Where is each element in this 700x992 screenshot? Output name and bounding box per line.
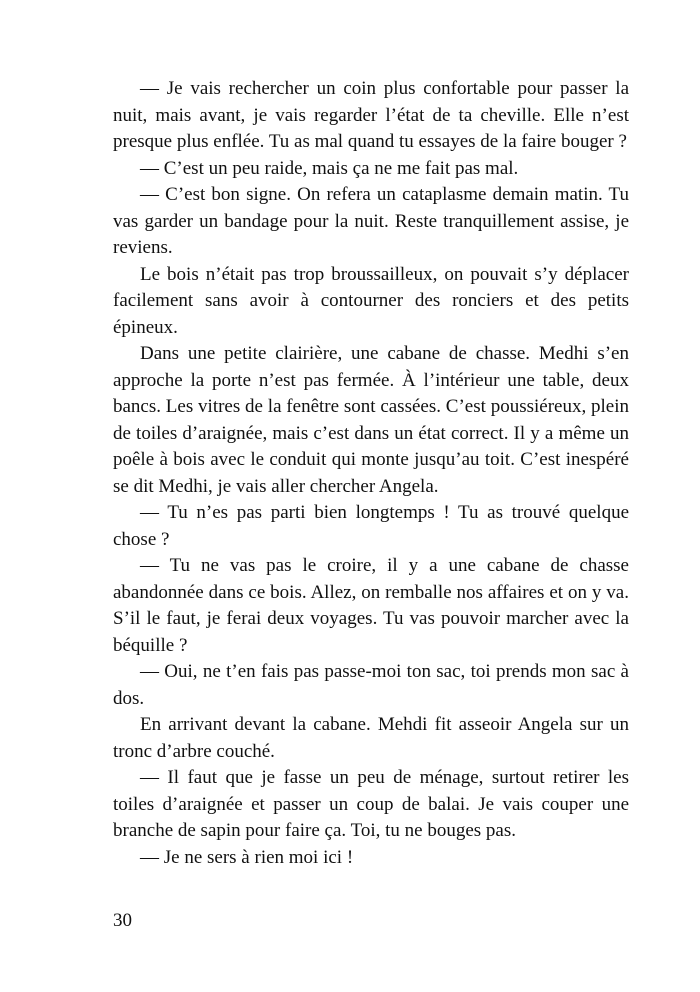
paragraph: — Il faut que je fasse un peu de ménage, surtout retirer les toiles d’araignée et passer un coup de balai. Je vais couper une branche de sapin pour faire ça. Toi, tu ne bouges pas. (113, 767, 629, 841)
page-body (113, 76, 629, 871)
paragraph: En arrivant devant la cabane. Mehdi fit asseoir Angela sur un tronc d’arbre couché. (113, 714, 629, 762)
paragraph: — Je ne sers à rien moi ici ! (140, 846, 354, 868)
paragraph: — Je vais rechercher un coin plus confortable pour passer la nuit, mais avant, je vais regarder l’état de ta cheville. Elle n’est presque plus enflée. Tu as mal quand tu essayes de la faire bouger ? (113, 78, 629, 152)
paragraph: — C’est un peu raide, mais ça ne me fait pas mal. (140, 157, 519, 179)
paragraph: — Oui, ne t’en fais pas passe-moi ton sac, toi prends mon sac à dos. (113, 661, 629, 709)
paragraph: — C’est bon signe. On refera un cataplasme demain matin. Tu vas garder un bandage pour la nuit. Reste tranquillement assise, je reviens. (113, 184, 629, 258)
page-number: 30 (113, 910, 132, 931)
paragraph: Le bois n’était pas trop broussailleux, on pouvait s’y déplacer facilement sans avoir à contourner des ronciers et des petits épineux. (113, 263, 629, 338)
paragraph: — Tu ne vas pas le croire, il y a une cabane de chasse abandonnée dans ce bois. Allez, on remballe nos affaires et on y va. S’il le faut, je ferai deux voyages. Tu vas pouvoir marcher avec la béquille ? (113, 555, 629, 656)
paragraph: Dans une petite clairière, une cabane de chasse. Medhi s’en approche la porte n’est pas fermée. À l’intérieur une table, deux bancs. Les vitres de la fenêtre sont cassées. C’est poussiéreux, plein de toiles d’araignée, mais c’est dans un état correct. Il y a même un poêle à bois avec le conduit qui monte jusqu’au toit. C’est inespéré se dit Medhi, je vais aller chercher Angela. (113, 343, 629, 497)
paragraph: — Tu n’es pas parti bien longtemps ! Tu as trouvé quelque chose ? (113, 502, 629, 550)
